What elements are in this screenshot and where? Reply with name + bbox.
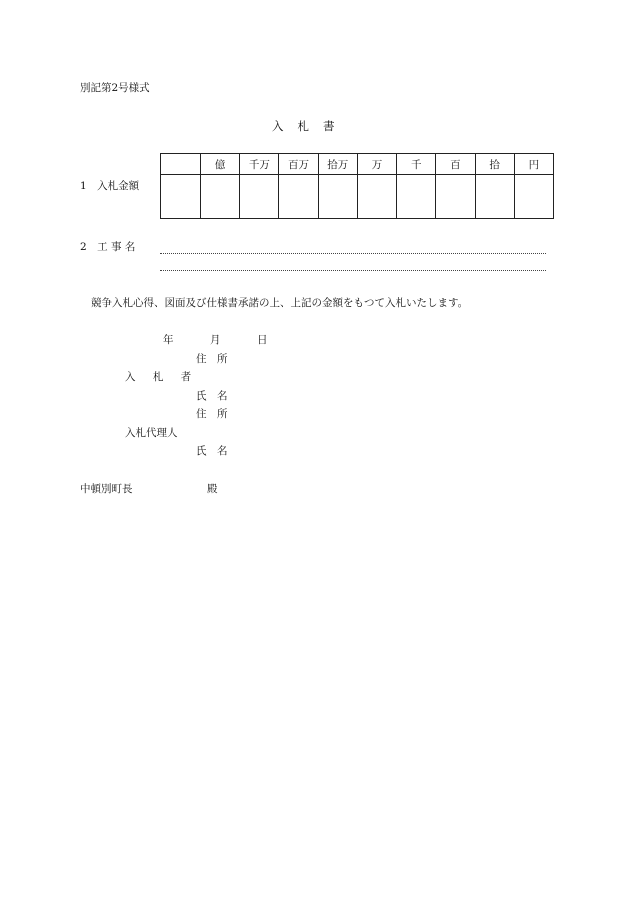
amount-digit-juman[interactable] bbox=[318, 175, 357, 219]
bidder-address-label: 住 所 bbox=[196, 353, 228, 365]
document-title: 入札書 bbox=[272, 119, 349, 133]
project-name-line-1[interactable] bbox=[160, 253, 546, 254]
amount-digit-hyakuman[interactable] bbox=[279, 175, 318, 219]
declaration-text: 競争入札心得、図面及び仕様書承諾の上、上記の金額をもつて入札いたします。 bbox=[91, 297, 469, 309]
amount-digit-hyaku[interactable] bbox=[436, 175, 475, 219]
amount-entry-row bbox=[161, 175, 554, 219]
agent-address-label: 住 所 bbox=[196, 408, 228, 420]
amount-unit-row bbox=[161, 154, 554, 175]
amount-digit-sen[interactable] bbox=[397, 175, 436, 219]
amount-digit-man[interactable] bbox=[357, 175, 396, 219]
unit-ju: 拾 bbox=[475, 154, 514, 175]
unit-hyaku: 百 bbox=[436, 154, 475, 175]
date-month-label: 月 bbox=[210, 334, 221, 346]
date-day-label: 日 bbox=[257, 334, 268, 346]
amount-corner-cell bbox=[161, 154, 201, 175]
amount-entry-blank bbox=[161, 175, 201, 219]
unit-oku: 億 bbox=[201, 154, 240, 175]
bidder-label: 入 札 者 bbox=[125, 371, 199, 383]
honorific: 殿 bbox=[207, 483, 218, 495]
project-name-line-2[interactable] bbox=[160, 270, 546, 271]
bidder-name-label: 氏 名 bbox=[196, 390, 228, 402]
amount-digit-ju[interactable] bbox=[475, 175, 514, 219]
unit-sen: 千 bbox=[397, 154, 436, 175]
agent-label: 入札代理人 bbox=[125, 427, 178, 439]
amount-digit-en[interactable] bbox=[514, 175, 553, 219]
unit-senman: 千万 bbox=[240, 154, 279, 175]
amount-digit-oku[interactable] bbox=[201, 175, 240, 219]
amount-table bbox=[160, 153, 554, 219]
form-number: 別記第2号様式 bbox=[80, 82, 150, 94]
unit-en: 円 bbox=[514, 154, 553, 175]
agent-name-label: 氏 名 bbox=[196, 445, 228, 457]
addressee: 中頓別町長 bbox=[80, 483, 133, 495]
amount-digit-senman[interactable] bbox=[240, 175, 279, 219]
unit-juman: 拾万 bbox=[318, 154, 357, 175]
date-year-label: 年 bbox=[163, 334, 174, 346]
project-label: 2 工 事 名 bbox=[80, 241, 136, 253]
unit-man: 万 bbox=[357, 154, 396, 175]
unit-hyakuman: 百万 bbox=[279, 154, 318, 175]
amount-label: 1 入札金額 bbox=[80, 180, 140, 192]
